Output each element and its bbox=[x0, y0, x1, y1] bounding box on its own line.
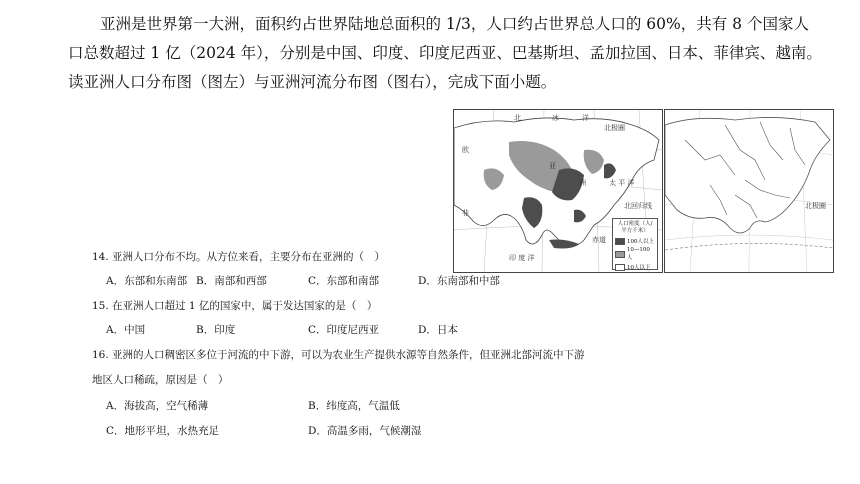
question-14-option-a[interactable]: A．东部和东南部 bbox=[106, 275, 188, 287]
map-label-bing: 冰 bbox=[552, 114, 559, 122]
question-15-stem: 15. 在亚洲人口超过 1 亿的国家中，属于发达国家的是（ ） bbox=[92, 300, 378, 312]
legend-swatch-mid bbox=[615, 251, 625, 258]
intro-text bbox=[68, 10, 828, 97]
question-15-option-d[interactable]: D．日本 bbox=[418, 324, 458, 336]
river-map bbox=[664, 109, 834, 273]
map-label-tropic: 北回归线 bbox=[624, 202, 652, 210]
map-label-pacific: 太 平 洋 bbox=[609, 179, 635, 187]
map-label-ya: 亚 bbox=[549, 162, 556, 170]
question-15-option-c[interactable]: C．印度尼西亚 bbox=[308, 324, 380, 336]
river-map-label-arctic-circle: 北极圈 bbox=[805, 202, 826, 210]
question-14-option-b[interactable]: B．南部和西部 bbox=[196, 275, 267, 287]
map-legend bbox=[612, 218, 658, 270]
question-15-option-b[interactable]: B．印度 bbox=[196, 324, 236, 336]
population-map bbox=[453, 109, 663, 273]
legend-swatch-low bbox=[615, 264, 625, 271]
intro-line-1: 亚洲是世界第一大洲，面积约占世界陆地总面积的 1/3，人口约占世界总人口的 60%，共有 8 个国家人 bbox=[100, 15, 809, 33]
intro-line-2: 口总数超过 1 亿（2024 年），分别是中国、印度、印度尼西亚、巴基斯坦、孟加拉国、日本、菲律宾、越南。 bbox=[68, 44, 822, 62]
legend-label-mid: 10—100人 bbox=[626, 247, 650, 261]
question-14-option-c[interactable]: C．东部和南部 bbox=[308, 275, 380, 287]
question-16-option-b[interactable]: B．纬度高，气温低 bbox=[308, 400, 400, 412]
map-label-yang: 洋 bbox=[582, 114, 589, 122]
legend-row-low bbox=[615, 263, 655, 271]
legend-row-mid bbox=[615, 247, 655, 261]
map-label-fei: 非 bbox=[462, 209, 469, 217]
legend-label-high: 100人以上 bbox=[627, 239, 654, 245]
map-label-equator: 赤道 bbox=[592, 236, 606, 244]
question-14-option-d[interactable]: D．东南部和中部 bbox=[418, 275, 500, 287]
map-label-arctic-circle: 北极圈 bbox=[604, 124, 625, 132]
question-16-stem-line-1: 16. 亚洲的人口稠密区多位于河流的中下游，可以为农业生产提供水源等自然条件，但亚洲北部河流中下游 bbox=[92, 349, 585, 361]
map-label-ou: 欧 bbox=[462, 146, 469, 154]
question-16-option-a[interactable]: A．海拔高，空气稀薄 bbox=[106, 400, 209, 412]
legend-title: 人口密度（人/平方千米） bbox=[617, 221, 653, 234]
question-15-option-a[interactable]: A．中国 bbox=[106, 324, 146, 336]
legend-swatch-high bbox=[615, 238, 625, 245]
river-map-figure bbox=[665, 110, 833, 272]
map-label-bei: 北 bbox=[514, 114, 521, 122]
map-label-zhou: 洲 bbox=[579, 179, 586, 187]
legend-label-low: 10人以下 bbox=[627, 265, 651, 271]
question-14-stem: 14. 亚洲人口分布不均。从方位来看，主要分布在亚洲的（ ） bbox=[92, 251, 386, 263]
question-16-option-d[interactable]: D．高温多雨，气候潮湿 bbox=[308, 425, 422, 437]
map-label-indian: 印 度 洋 bbox=[509, 254, 535, 262]
legend-row-high bbox=[615, 237, 655, 245]
question-16-stem-line-2: 地区人口稀疏，原因是（ ） bbox=[92, 374, 229, 386]
question-16-option-c[interactable]: C．地形平坦，水热充足 bbox=[106, 425, 220, 437]
intro-line-3: 读亚洲人口分布图（图左）与亚洲河流分布图（图右），完成下面小题。 bbox=[68, 73, 557, 91]
